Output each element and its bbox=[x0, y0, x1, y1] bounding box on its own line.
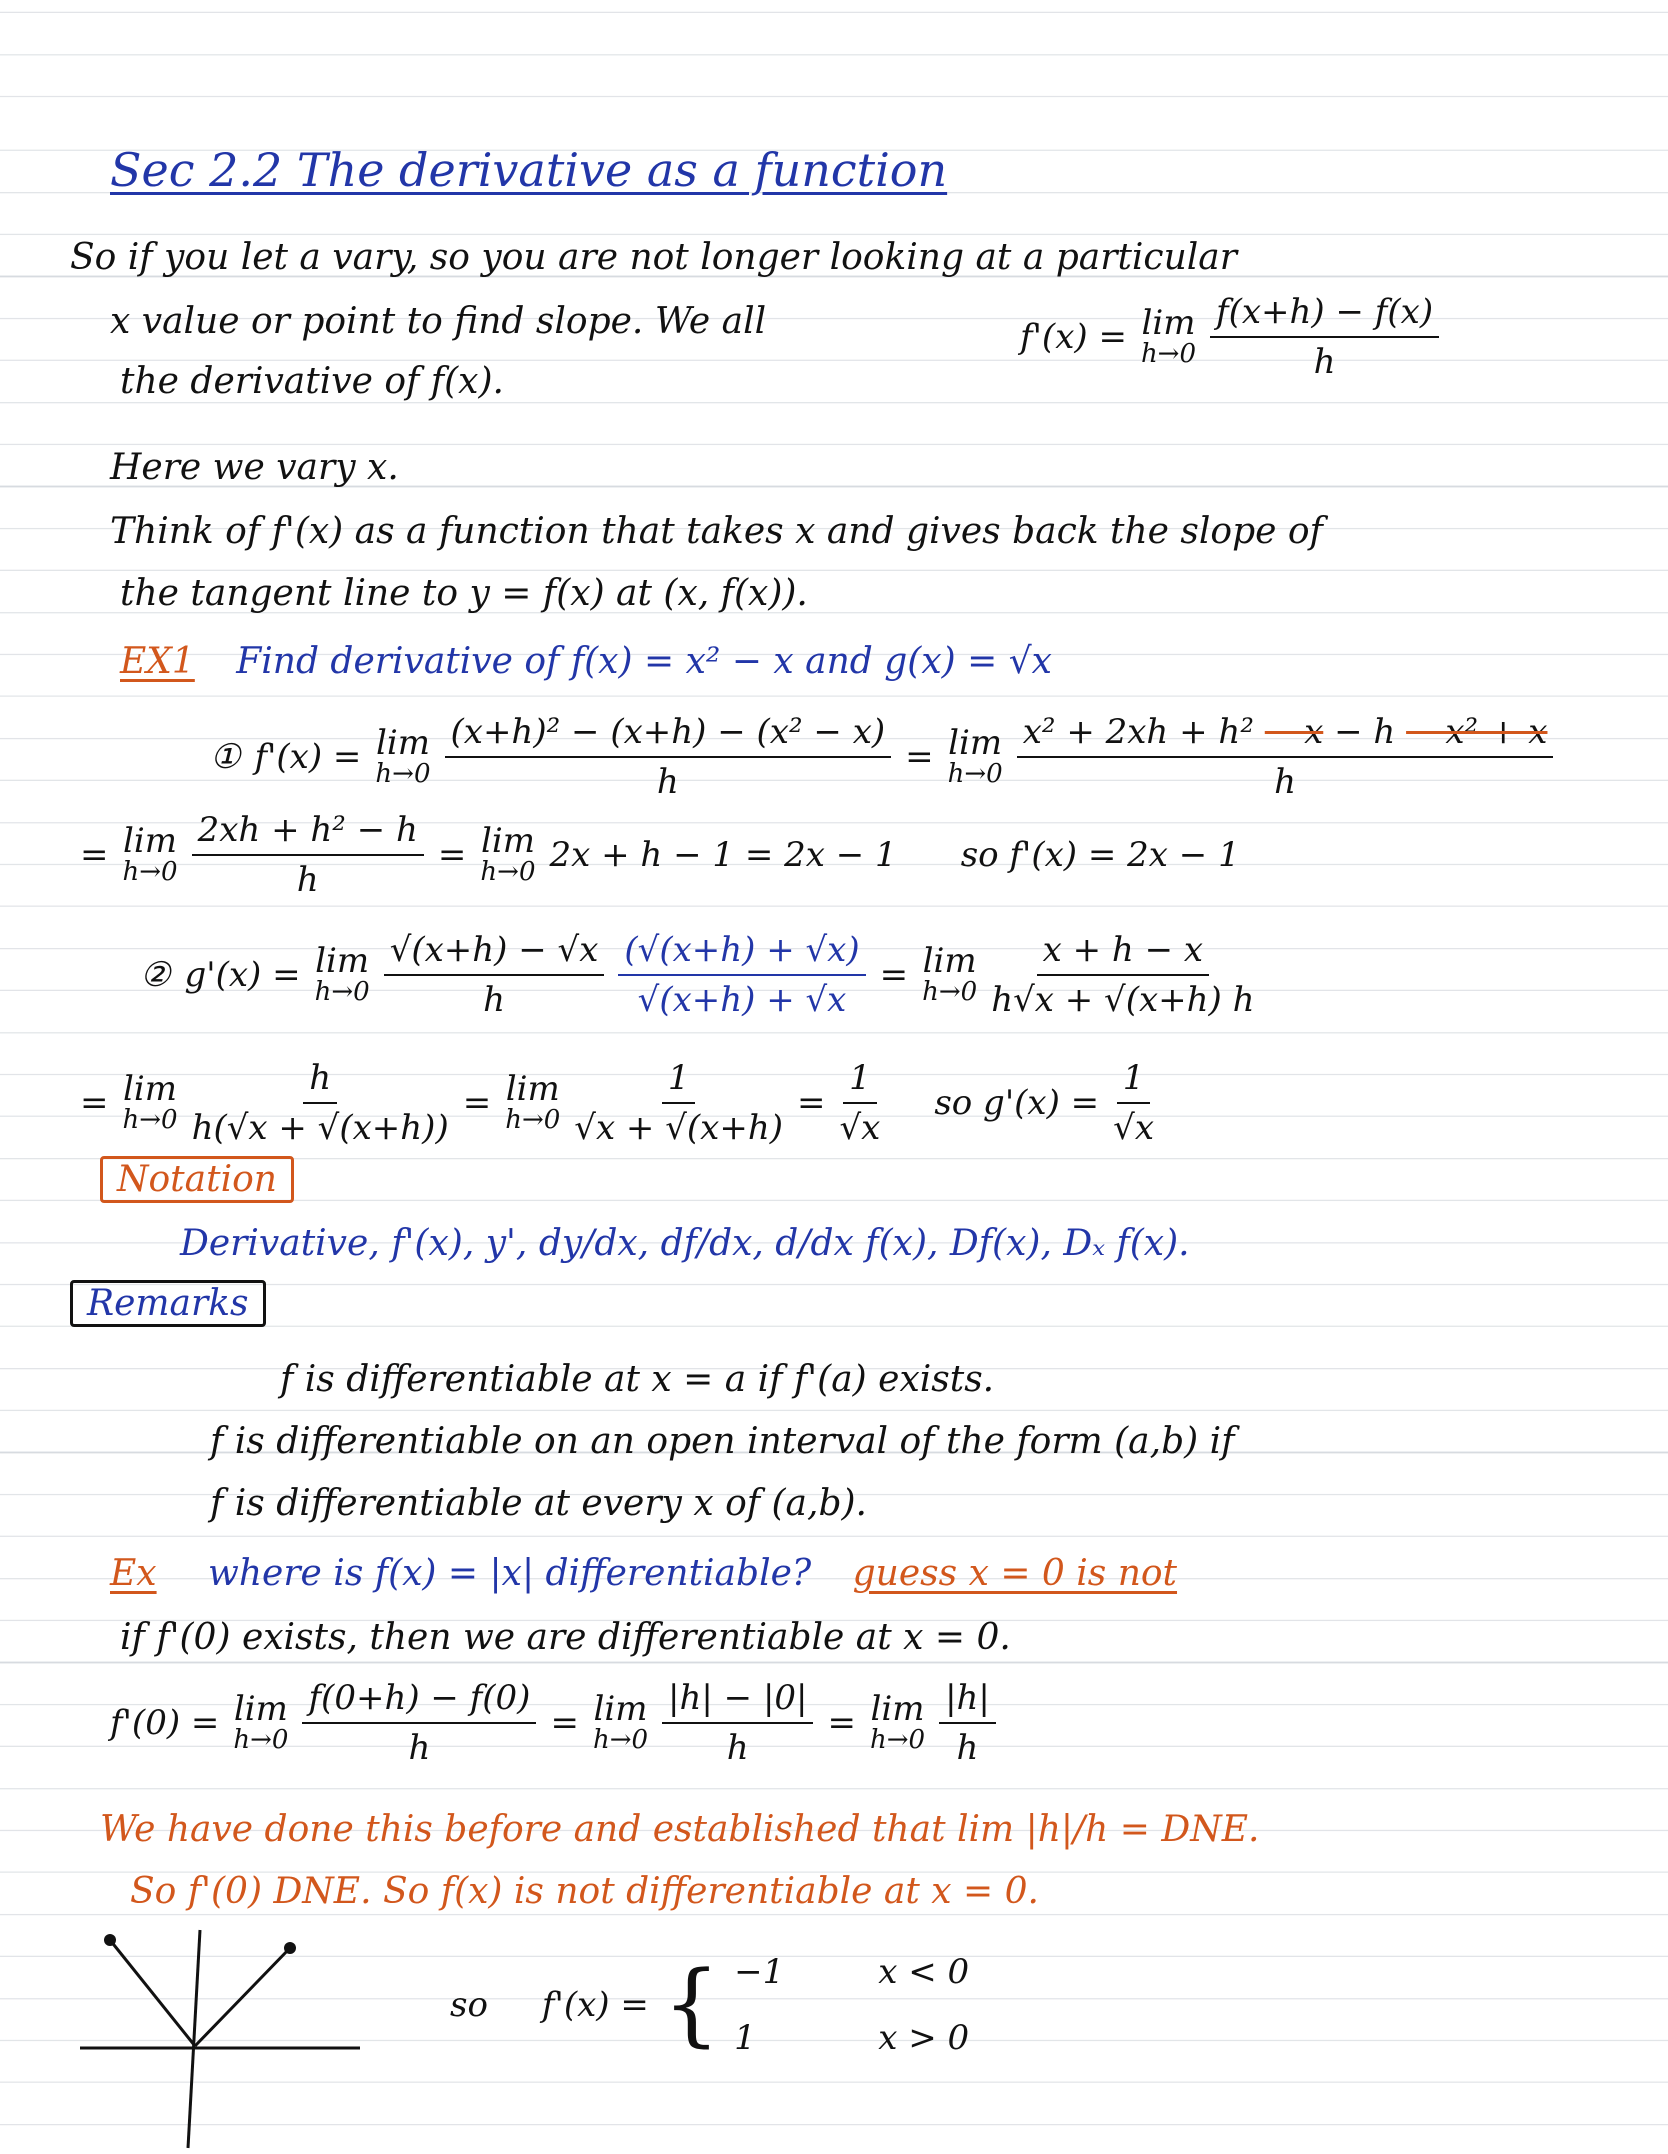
limit-word: lim bbox=[1141, 302, 1196, 343]
fraction-denominator: √(x+h) + √x bbox=[637, 980, 847, 1020]
numerator-part: − h bbox=[1323, 712, 1407, 752]
part1-fraction-3 bbox=[192, 810, 424, 900]
limit-sub: h→0 bbox=[122, 1105, 178, 1136]
ex2-limit-1 bbox=[233, 1688, 289, 1756]
part2-fraction-4 bbox=[574, 1058, 783, 1148]
part1-mark: ① bbox=[210, 737, 241, 777]
simplified-expression: 2x + h − 1 = 2x − 1 bbox=[549, 835, 897, 875]
fraction-numerator: f(0+h) − f(0) bbox=[302, 1678, 536, 1724]
equals-sign: = bbox=[550, 1703, 579, 1743]
ex2-line-2: if f'(0) exists, then we are differentiable at x = 0. bbox=[120, 1617, 1011, 1658]
part1-limit-1 bbox=[375, 722, 431, 790]
abs-value-sketch bbox=[70, 1920, 370, 2154]
fraction-numerator: 1 bbox=[843, 1058, 877, 1104]
equals-sign: = bbox=[80, 835, 109, 875]
part1-fraction-1 bbox=[445, 712, 892, 802]
remarks-heading bbox=[70, 1282, 266, 1326]
definition-limit bbox=[1140, 302, 1197, 370]
part1-lhs: f'(x) = bbox=[254, 737, 362, 777]
limit-sub: h→0 bbox=[869, 1725, 926, 1756]
ex1-heading bbox=[120, 640, 1052, 684]
ex2-fraction-2 bbox=[662, 1678, 813, 1768]
part1-limit-2 bbox=[947, 722, 1003, 790]
right-branch bbox=[195, 1948, 290, 2046]
page-title: Sec 2.2 The derivative as a function bbox=[110, 143, 948, 197]
limit-sub: h→0 bbox=[122, 857, 178, 888]
fraction-denominator: h bbox=[726, 1728, 749, 1768]
fraction-denominator: h bbox=[408, 1728, 431, 1768]
limit-word: lim bbox=[375, 722, 430, 763]
fraction-numerator: √(x+h) − √x bbox=[384, 930, 605, 976]
fraction-numerator: |h| bbox=[939, 1678, 996, 1724]
part1-result: so f'(x) = 2x − 1 bbox=[960, 835, 1240, 875]
ex2-heading bbox=[110, 1552, 1177, 1596]
part2-limit-2 bbox=[922, 940, 978, 1008]
ex2-limit-3 bbox=[869, 1688, 926, 1756]
ex1-part2-row2 bbox=[80, 1058, 1154, 1148]
ex2-guess: guess x = 0 is not bbox=[852, 1553, 1178, 1594]
limit-sub: h→0 bbox=[505, 1105, 561, 1136]
limit-word: lim bbox=[123, 1068, 178, 1109]
equals-sign: = bbox=[796, 1083, 826, 1123]
fraction-numerator bbox=[1017, 712, 1554, 758]
definition-lhs: f'(x) = bbox=[1020, 317, 1127, 357]
cancelled-term: − x bbox=[1264, 712, 1324, 752]
remarks-line-1: f is differentiable at x = a if f'(a) exists. bbox=[280, 1359, 995, 1400]
fraction-denominator: √x bbox=[839, 1108, 881, 1148]
limit-sub: h→0 bbox=[1140, 339, 1197, 370]
part2-lhs: g'(x) = bbox=[184, 955, 301, 995]
fraction-numerator: (√(x+h) + √x) bbox=[618, 930, 865, 976]
equals-sign: = bbox=[437, 835, 467, 875]
fraction-denominator: √x bbox=[1113, 1108, 1155, 1148]
ex1-label: EX1 bbox=[120, 641, 195, 682]
ex2-question: where is f(x) = |x| differentiable? bbox=[208, 1553, 812, 1594]
limit-word: lim bbox=[315, 940, 370, 981]
fraction-denominator: h bbox=[1274, 762, 1297, 802]
remarks-line-2: f is differentiable on an open interval of the form (a,b) if bbox=[210, 1421, 1235, 1462]
equals-sign: = bbox=[879, 955, 909, 995]
part2-fraction-2 bbox=[991, 930, 1254, 1020]
fraction-numerator: h bbox=[303, 1058, 337, 1104]
piecewise-lhs: f'(x) = bbox=[541, 1985, 649, 2025]
fraction-numerator: (x+h)² − (x+h) − (x² − x) bbox=[445, 712, 892, 758]
definition-denominator: h bbox=[1313, 342, 1336, 382]
vary-line-2: Think of f'(x) as a function that takes x and gives back the slope of bbox=[110, 511, 1323, 552]
definition-numerator: f(x+h) − f(x) bbox=[1210, 292, 1439, 338]
part2-fraction-3 bbox=[192, 1058, 449, 1148]
limit-sub: h→0 bbox=[922, 977, 978, 1008]
piece-condition-2: x > 0 bbox=[878, 2018, 970, 2058]
limit-word: lim bbox=[480, 820, 535, 861]
derivative-definition bbox=[1020, 292, 1439, 382]
fraction-denominator: h bbox=[656, 762, 679, 802]
ex2-conclusion-2: So f'(0) DNE. So f(x) is not differentiable at x = 0. bbox=[130, 1871, 1039, 1912]
limit-word: lim bbox=[123, 820, 178, 861]
fraction-denominator: h bbox=[296, 860, 319, 900]
fraction-numerator: 2xh + h² − h bbox=[192, 810, 424, 856]
intro-line-2: x value or point to find slope. We all bbox=[110, 301, 767, 342]
part2-limit-1 bbox=[314, 940, 370, 1008]
equals-sign: = bbox=[80, 1083, 109, 1123]
equals-sign: = bbox=[905, 737, 934, 777]
fraction-numerator: |h| − |0| bbox=[662, 1678, 813, 1724]
part2-fraction-1 bbox=[384, 930, 605, 1020]
remarks-line-3: f is differentiable at every x of (a,b). bbox=[210, 1483, 867, 1524]
part2-limit-3 bbox=[122, 1068, 178, 1136]
right-point bbox=[284, 1942, 296, 1954]
left-branch bbox=[110, 1940, 195, 2046]
part2-fraction-5 bbox=[839, 1058, 880, 1148]
intro-line-3: the derivative of f(x). bbox=[120, 361, 504, 402]
part1-limit-4 bbox=[480, 820, 536, 888]
limit-sub: h→0 bbox=[592, 1725, 649, 1756]
fraction-denominator: h bbox=[483, 980, 505, 1020]
limit-word: lim bbox=[922, 940, 977, 981]
limit-word: lim bbox=[593, 1688, 648, 1729]
so-word: so bbox=[450, 1985, 488, 2025]
limit-word: lim bbox=[870, 1688, 925, 1729]
limit-word: lim bbox=[948, 722, 1003, 763]
part2-result-lhs: so g'(x) = bbox=[934, 1083, 1100, 1123]
intro-line-1: So if you let a vary, so you are not longer looking at a particular bbox=[70, 237, 1237, 278]
part2-mark: ② bbox=[140, 955, 171, 995]
brace: { bbox=[662, 1952, 721, 2057]
fraction-numerator: x + h − x bbox=[1037, 930, 1209, 976]
ex1-part2-row1 bbox=[140, 930, 1255, 1020]
piecewise-conditions bbox=[878, 1952, 969, 2058]
limit-sub: h→0 bbox=[947, 759, 1003, 790]
limit-sub: h→0 bbox=[480, 857, 536, 888]
ex2-lhs: f'(0) = bbox=[110, 1703, 220, 1743]
ex2-limit-row bbox=[110, 1678, 996, 1768]
left-point bbox=[104, 1934, 116, 1946]
part2-conjugate-fraction bbox=[618, 930, 865, 1020]
part2-result-fraction bbox=[1113, 1058, 1154, 1148]
part1-limit-3 bbox=[122, 820, 178, 888]
piece-value-1: −1 bbox=[734, 1952, 785, 1992]
equals-sign: = bbox=[462, 1083, 492, 1123]
definition-fraction bbox=[1210, 292, 1439, 382]
ex1-text: Find derivative of f(x) = x² − x and g(x) = √x bbox=[236, 641, 1052, 682]
ex2-limit-2 bbox=[592, 1688, 649, 1756]
fraction-numerator: 1 bbox=[1117, 1058, 1151, 1104]
notation-line: Derivative, f'(x), y', dy/dx, df/dx, d/dx f(x), Df(x), Dₓ f(x). bbox=[180, 1223, 1190, 1264]
limit-word: lim bbox=[233, 1688, 288, 1729]
fraction-denominator: h√x + √(x+h) h bbox=[991, 980, 1255, 1020]
vary-line-1: Here we vary x. bbox=[110, 447, 399, 488]
remarks-label: Remarks bbox=[70, 1280, 266, 1327]
ex2-fraction-3 bbox=[939, 1678, 996, 1768]
limit-sub: h→0 bbox=[375, 759, 431, 790]
limit-sub: h→0 bbox=[233, 1725, 289, 1756]
fraction-denominator: h(√x + √(x+h)) bbox=[191, 1108, 449, 1148]
equals-sign: = bbox=[827, 1703, 856, 1743]
piecewise-derivative bbox=[450, 1952, 969, 2058]
part1-fraction-2 bbox=[1017, 712, 1554, 802]
fraction-denominator: h bbox=[956, 1728, 979, 1768]
piece-value-2: 1 bbox=[734, 2018, 756, 2058]
part2-limit-4 bbox=[505, 1068, 561, 1136]
ex1-part1-row2 bbox=[80, 810, 1240, 900]
notation-label: Notation bbox=[100, 1156, 294, 1203]
ex2-fraction-1 bbox=[302, 1678, 536, 1768]
notation-heading bbox=[100, 1158, 294, 1202]
numerator-part: x² + 2xh + h² bbox=[1022, 712, 1265, 752]
vary-line-3: the tangent line to y = f(x) at (x, f(x)). bbox=[120, 573, 808, 614]
ex1-part1-row1 bbox=[210, 712, 1553, 802]
limit-sub: h→0 bbox=[314, 977, 370, 1008]
fraction-numerator: 1 bbox=[662, 1058, 696, 1104]
ex2-label: Ex bbox=[110, 1553, 157, 1594]
limit-word: lim bbox=[505, 1068, 560, 1109]
cancelled-term: − x² + x bbox=[1406, 712, 1548, 752]
piecewise-values bbox=[734, 1952, 784, 2058]
fraction-denominator: √x + √(x+h) bbox=[574, 1108, 783, 1148]
ex2-conclusion-1: We have done this before and established that lim |h|/h = DNE. bbox=[100, 1809, 1260, 1850]
piece-condition-1: x < 0 bbox=[878, 1952, 970, 1992]
